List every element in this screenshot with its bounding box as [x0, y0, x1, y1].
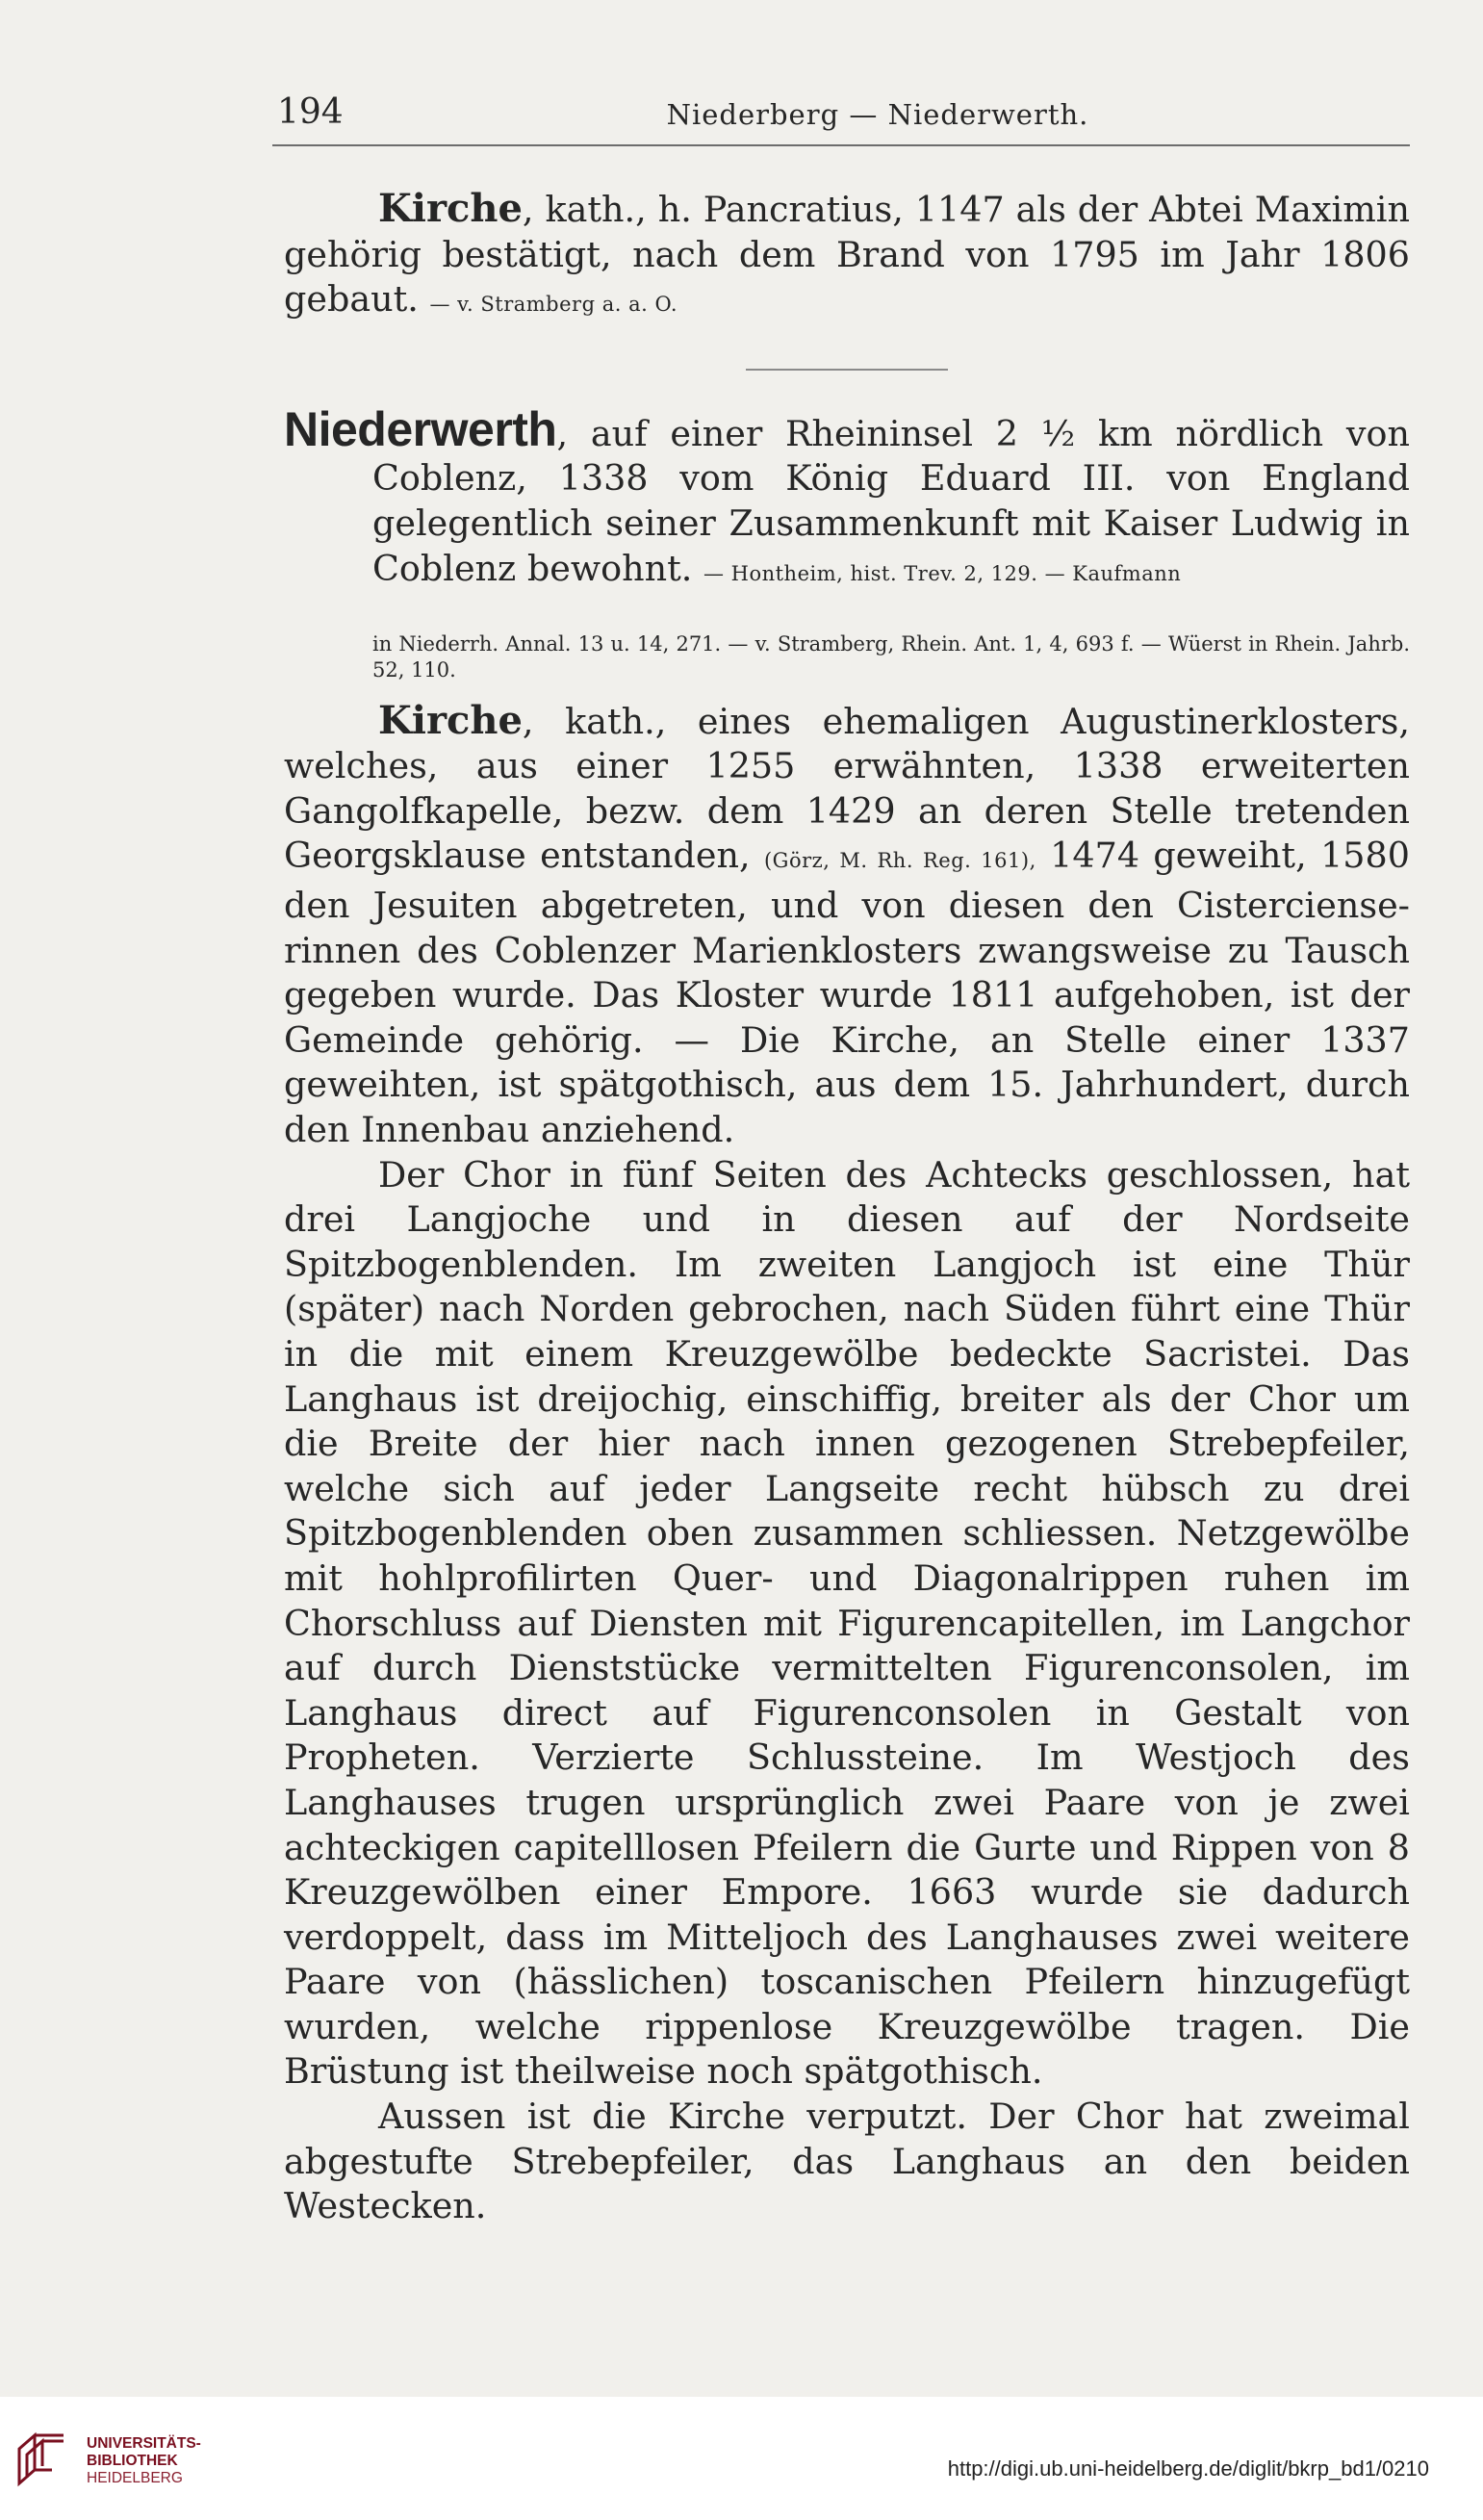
source-url-link[interactable]: http://digi.ub.uni-heidelberg.de/diglit/bkrp_bd1/0210 — [947, 2456, 1429, 2481]
place-entry-niederwerth — [284, 401, 1410, 596]
page-header — [269, 89, 1409, 142]
church-text-a: , kath., eines ehemaligen Augustinerklosters, welches, aus einer 1255 erwähnten, 1338 erweiterten Gangolfkapelle, bezw. dem 1429 an deren Stelle tretenden Georgsklause entstanden, — [284, 700, 1410, 877]
church-reference: (Görz, M. Rh. Reg. 161), — [763, 849, 1036, 873]
church-text-b: 1474 geweiht, 1580 den Jesuiten abgetreten, und von diesen den Cisterciense-rinnen des Coblenzer Marienklosters zwangsweise zu Tausch gegeben wurde. Das Kloster wurde 1811 aufgehoben, ist der Gemeinde gehörig. — Die Kirche, an Stelle einer 1337 geweihten, ist spätgothisch, aus dem 15. Jahrhundert, durch den Innenbau anziehend. — [284, 835, 1410, 1150]
paragraph-exterior: Aussen ist die Kirche verputzt. Der Chor hat zweimal abgestufte Strebepfeiler, das Langhaus an den beiden Westecken. — [284, 2096, 1410, 2227]
place-reference-block: in Niederrh. Annal. 13 u. 14, 271. — v. Stramberg, Rhein. Ant. 1, 4, 693 f. — Wüerst in Rhein. Jahrb. 52, 110. — [372, 631, 1410, 681]
place-heading: Niederwerth — [284, 401, 557, 456]
entry-text: , kath., h. Pancratius, 1147 als der Abtei Maximin gehörig bestätigt, nach dem Brand von 1795 im Jahr 1806 gebaut. — [284, 189, 1410, 321]
church-term: Kirche — [378, 697, 523, 743]
place-reference-inline: — Hontheim, hist. Trev. 2, 129. — Kaufmann — [703, 561, 1182, 585]
logo-line-1: UNIVERSITÄTS- — [87, 2435, 201, 2452]
entry-term: Kirche — [378, 186, 523, 231]
logo-line-3: HEIDELBERG — [87, 2470, 183, 2486]
library-logo-icon — [13, 2428, 75, 2489]
section-divider — [746, 369, 948, 371]
library-logo-text — [87, 2435, 201, 2487]
church-entry-niederberg — [284, 187, 1410, 327]
page-number: 194 — [277, 92, 344, 132]
paragraph-interior: Der Chor in fünf Seiten des Achtecks geschlossen, hat drei Langjoche und in diesen auf der Nordseite Spitzbogenblenden. Im zweiten Langjoch ist eine Thür (später) nach Norden gebrochen, nach Süden führt eine Thür in die mit einem Kreuzgewölbe bedeckte Sacristei. Das Langhaus ist dreijochig, einschiffig, breiter als der Chor um die Breite der hier nach innen gezogenen Strebepfeiler, welche sich auf jeder Langseite recht hübsch zu drei Spitzbogenblenden oben zusammen schliessen. Netzgewölbe mit hohlprofilirten Quer- und Diagonalrippen ruhen im Chorschluss auf Diensten mit Figurencapitellen, im Langchor auf durch Dienststücke vermittelten Figurenconsolen, im Langhaus direct auf Figurenconsolen in Gestalt von Propheten. Verzierte Schlussteine. Im Westjoch des Langhauses trugen ursprünglich zwei Paare von je zwei achteckigen capitelllosen Pfeilern die Gurte und Rippen von 8 Kreuzgewölben einer Empore. 1663 wurde sie dadurch verdoppelt, dass im Mitteljoch des Langhauses zwei weitere Paare von (hässlichen) toscanischen Pfeilern hinzugefügt wurden, welche rippenlose Kreuzgewölbe tragen. Die Brüstung ist theilweise noch spätgothisch. — [284, 1153, 1410, 2093]
logo-line-2: BIBLIOTHEK — [87, 2453, 178, 2469]
place-text: , auf einer Rheininsel 2 ½ km nördlich von Coblenz, 1338 vom König Eduard III. von England gelegentlich seiner Zusammenkunft mit Kaiser Ludwig in Coblenz bewohnt. — [372, 412, 1410, 589]
running-title: Niederberg — Niederwerth. — [666, 98, 1089, 131]
page-body — [284, 187, 1410, 2229]
header-rule — [272, 144, 1410, 146]
footer-bar — [0, 2397, 1483, 2520]
entry-reference: — v. Stramberg a. a. O. — [429, 293, 678, 317]
church-entry-niederwerth — [284, 699, 1410, 1153]
